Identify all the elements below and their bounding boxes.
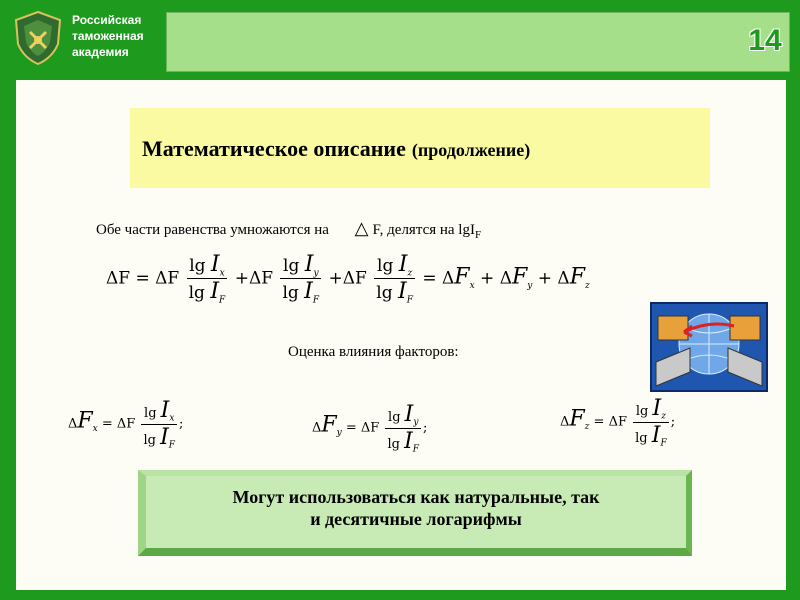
org-name-line-1: Российская	[72, 13, 142, 27]
networked-computers-icon	[650, 302, 768, 392]
header-bar	[166, 12, 790, 72]
fraction-y: $\frac{\lg I_y}{\lg I_F}$	[282, 252, 320, 306]
factor-formula-x: $\Delta F_x = \Delta F$ $\frac{\lg I_x}{\lg I_F}$ ;	[68, 398, 184, 451]
slide-title: Математическое описание (продолжение)	[142, 136, 531, 161]
main-formula: ΔF = ΔF $\frac{\lg I_x}{\lg I_F}$ +ΔF $\frac{\lg I_y}{\lg I_F}$ +ΔF $\frac{\lg I_z}{\lg I_F}$ = $\Delta F_x + \Delta F_y + \Delta F_z$	[106, 252, 590, 306]
academy-emblem-icon	[12, 10, 64, 66]
fraction-x: $\frac{\lg I_x}{\lg I_F}$	[188, 252, 226, 306]
estimation-label: Оценка влияния факторов:	[288, 344, 459, 360]
slide-number: 14	[748, 24, 782, 57]
equation-intro-text: Обе части равенства умножаются на △ F, делятся на lgI$_F$	[96, 218, 482, 241]
org-name-line-2: таможенная	[72, 29, 144, 43]
slide-content	[16, 80, 786, 590]
title-box	[130, 108, 710, 188]
logarithm-note-text: Могут использоваться как натуральные, так и десятичные логарифмы	[232, 487, 600, 529]
logarithm-note-box	[138, 470, 692, 556]
factor-formula-y: $\Delta F_y = \Delta F$ $\frac{\lg I_y}{\lg I_F}$ ;	[312, 402, 428, 455]
org-name-line-3: академия	[72, 45, 129, 59]
delta-triangle-icon: △	[354, 218, 369, 238]
slide-subtitle: (продолжение)	[411, 140, 531, 160]
fraction-z: $\frac{\lg I_z}{\lg I_F}$	[376, 252, 413, 306]
organization-name	[72, 12, 162, 60]
factor-formula-z: $\Delta F_z = \Delta F$ $\frac{\lg I_z}{\lg I_F}$ ;	[560, 396, 676, 449]
